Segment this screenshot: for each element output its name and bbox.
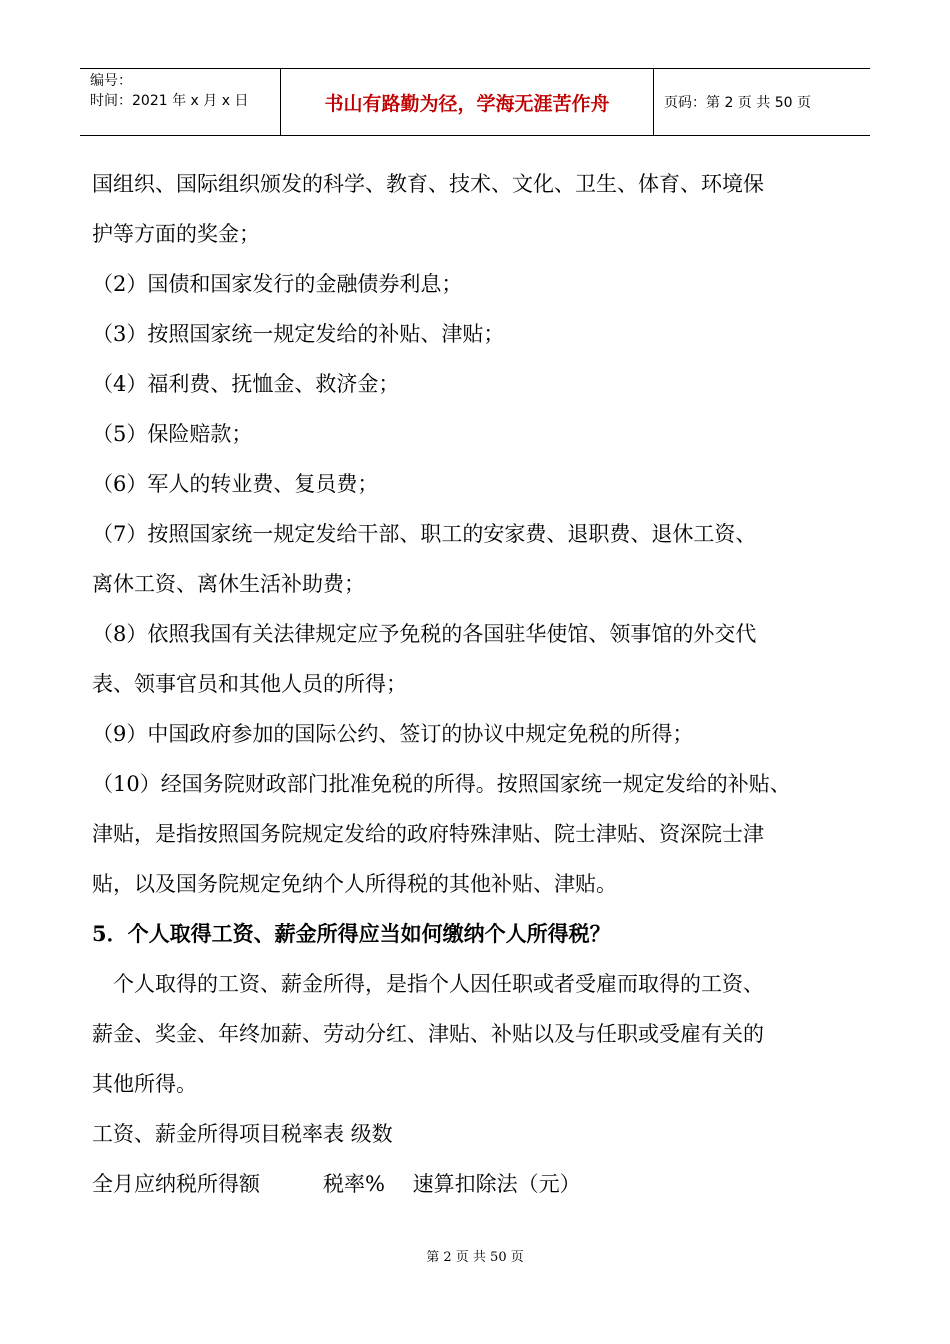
section-heading: 5．个人取得工资、薪金所得应当如何缴纳个人所得税？ [92, 921, 611, 946]
body-line: （4）福利费、抚恤金、救济金； [92, 372, 400, 396]
body-line: 护等方面的奖金； [92, 222, 260, 246]
body-line: （10）经国务院财政部门批准免税的所得。按照国家统一规定发给的补贴、 [92, 772, 791, 796]
body-line: 全月应纳税所得额 税率% 速算扣除法（元） [92, 1172, 581, 1196]
body-line: 国组织、国际组织颁发的科学、教育、技术、文化、卫生、体育、环境保 [92, 172, 764, 196]
document-time: 时间：2021 年 x 月 x 日 [90, 93, 249, 109]
body-line: 薪金、奖金、年终加薪、劳动分红、津贴、补贴以及与任职或受雇有关的 [92, 1022, 764, 1046]
document-number: 编号： [90, 73, 132, 89]
body-line: （9）中国政府参加的国际公约、签订的协议中规定免税的所得； [92, 722, 694, 746]
body-line: 贴，以及国务院规定免纳个人所得税的其他补贴、津贴。 [92, 872, 617, 896]
body-line: （7）按照国家统一规定发给干部、职工的安家费、退职费、退休工资、 [92, 522, 757, 546]
body-line: 离休工资、离休生活补助费； [92, 572, 365, 596]
body-line: 个人取得的工资、薪金所得，是指个人因任职或者受雇而取得的工资、 [92, 972, 764, 996]
body-line: 表、领事官员和其他人员的所得； [92, 672, 407, 696]
body-line: （6）军人的转业费、复员费； [92, 472, 379, 496]
body-line: （8）依照我国有关法律规定应予免税的各国驻华使馆、领事馆的外交代 [92, 622, 757, 646]
header-page-info: 页码：第 2 页 共 50 页 [664, 95, 811, 111]
body-line: 津贴，是指按照国务院规定发给的政府特殊津贴、院士津贴、资深院士津 [92, 822, 764, 846]
page-footer: 第 2 页 共 50 页 [426, 1250, 524, 1265]
body-line: 其他所得。 [92, 1072, 197, 1096]
header-motto: 书山有路勤为径，学海无涯苦作舟 [281, 69, 654, 135]
page-header [80, 68, 870, 136]
body-line: （2）国债和国家发行的金融债券利息； [92, 272, 463, 296]
body-line: （5）保险赔款； [92, 422, 253, 446]
header-meta [80, 69, 281, 135]
body-line: （3）按照国家统一规定发给的补贴、津贴； [92, 322, 505, 346]
body-line: 工资、薪金所得项目税率表 级数 [92, 1122, 393, 1146]
